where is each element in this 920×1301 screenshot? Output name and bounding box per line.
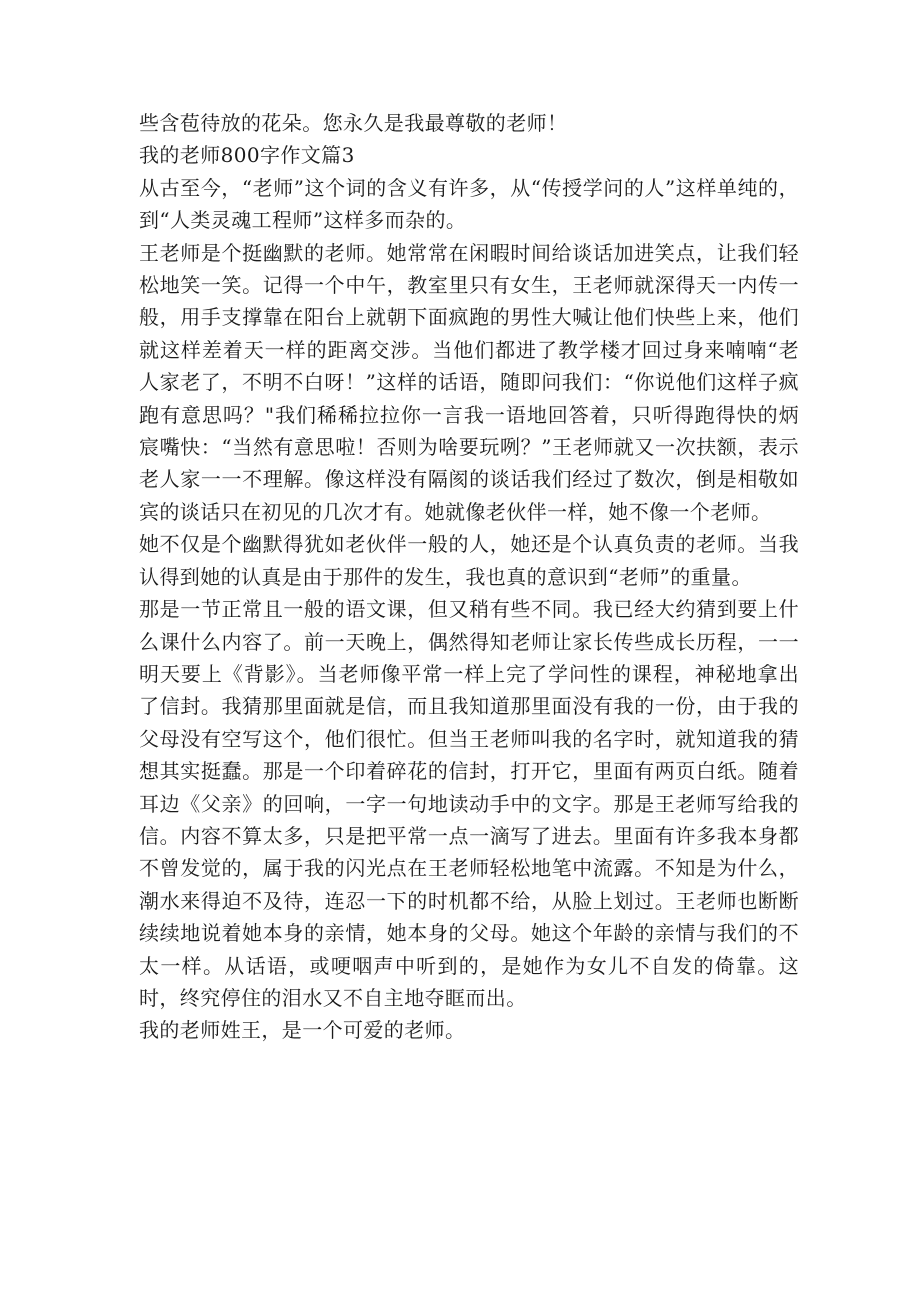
paragraph-responsible: 她不仅是个幽默得犹如老伙伴一般的人，她还是个认真负责的老师。当我认得到她的认真是由于那件的发生，我也真的意识到“老师”的重量。: [139, 532, 799, 589]
paragraph-conclusion: 我的老师姓王，是一个可爱的老师。: [139, 1018, 466, 1043]
paragraph-letter-story: 那是一节正常且一般的语文课，但又稍有些不同。我已经大约猜到要上什么课什么内容了。前一天晚上，偶然得知老师让家长传些成长历程，一一明天要上《背影》。当老师像平常一样上完了学问性的课程，神秘地拿出了信封。我猜那里面就是信，而且我知道那里面没有我的一份，由于我的父母没有空写这个，他们很忙。但当王老师叫我的名字时，就知道我的猜想其实挺蠢。那是一个印着碎花的信封，打开它，里面有两页白纸。随着耳边《父亲》的回响，一字一句地读动手中的文字。那是王老师写给我的信。内容不算太多，只是把平常一点一滴写了进去。里面有许多我本身都不曾发觉的，属于我的闪光点在王老师轻松地笔中流露。不知是为什么，潮水来得迫不及待，连忍一下的时机都不给，从脸上划过。王老师也断断续续地说着她本身的亲情，她本身的父母。她这个年龄的亲情与我们的不太一样。从话语，或哽咽声中听到的，是她作为女儿不自发的倚靠。这时，终究停住的泪水又不自主地夺眶而出。: [139, 597, 799, 1010]
paragraph-humor: 王老师是个挺幽默的老师。她常常在闲暇时间给谈话加进笑点，让我们轻松地笑一笑。记得一个中午，教室里只有女生，王老师就深得天一内传一般，用手支撑靠在阳台上就朝下面疯跑的男性大喊让他们快些上来，他们就这样差着天一样的距离交涉。当他们都进了教学楼才回过身来喃喃“老人家老了，不明不白呀！”这样的话语，随即问我们：“你说他们这样子疯跑有意思吗？"我们稀稀拉拉你一言我一语地回答着，只听得跑得快的炳宸嘴快：“当然有意思啦！否则为啥要玩咧？”王老师就又一次扶额，表示老人家一一不理解。像这样没有隔阂的谈话我们经过了数次，倒是相敬如宾的谈话只在初见的几次才有。她就像老伙伴一样，她不像一个老师。: [139, 240, 799, 524]
paragraph-closing-line: 些含苞待放的花朵。您永久是我最尊敬的老师！: [139, 111, 568, 135]
article-body: [139, 107, 799, 1047]
section-heading: 我的老师800字作文篇3: [139, 143, 355, 168]
paragraph-intro: 从古至今，“老师”这个词的含义有许多，从“传授学问的人”这样单纯的，到“人类灵魂工程师”这样多而杂的。: [139, 175, 799, 233]
